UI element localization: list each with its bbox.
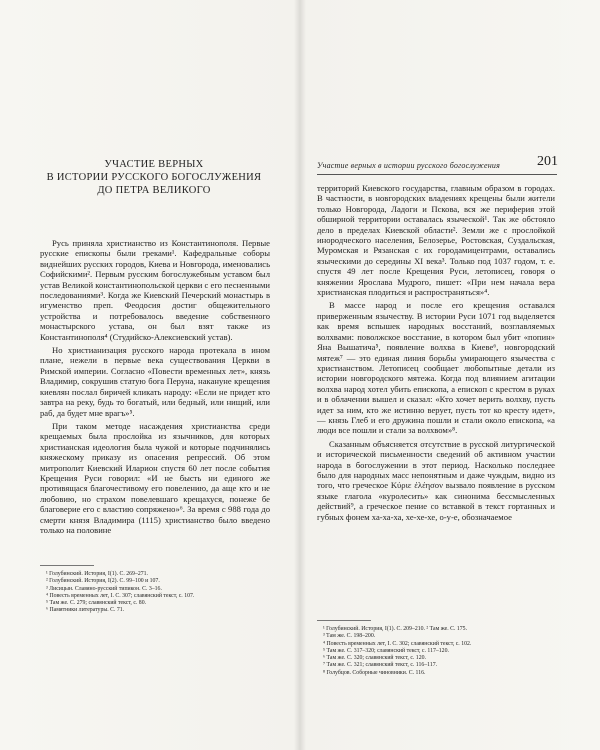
left-footnotes xyxy=(46,571,266,615)
footnote: ⁸ Голубцов. Соборные чиновники. С. 116. xyxy=(323,669,426,676)
left-body-text xyxy=(40,238,270,538)
running-head-rule xyxy=(317,174,557,175)
page-number: 201 xyxy=(537,154,558,169)
footnote: ² Голубинский. История, I(2). С. 99–100 и 107. xyxy=(46,578,160,585)
footnote: ⁴ Повесть временных лет, I. С. 307; славянский текст, с. 107. xyxy=(46,592,195,599)
paragraph: Русь приняла христианство из Константинополя. Первые русские епископы были греками¹. Кафедральные соборы виднейших русских городов, Киева и Новгорода, именовались Софийскими². Первым русским богослужебным уставом был устав Великой константинопольской церкви с его песненными последованиями³. Когда же Киевский Печерский монастырь в игуменство преп. Феодосия достиг общежительного устройства и потребовалось введение собственного монастырского устава, он был взят также из Константинополя⁴ (Студийско-Алексиевский устав). xyxy=(40,238,270,342)
paragraph: Но христианизация русского народа протекала в ином плане, нежели в первые века существования Церкви в Римской империи. Согласно «Повести временных лет», князь Владимир, сокрушив статую бога Перуна, накануне крещения киевлян послал биричей кликать народу: «Если не придет кто завтра на реку, будь то богатый, или бедный, или нищий, или раб, да будет мне врагъ»⁵. xyxy=(40,345,270,418)
footnote: ³ Там же. С. 198–200. xyxy=(323,633,376,640)
chapter-title-line: В ИСТОРИИ РУССКОГО БОГОСЛУЖЕНИЯ xyxy=(46,172,262,183)
footnote: ⁶ Там же. С. 320; славянский текст, с. 120. xyxy=(323,655,426,662)
footnote: ⁴ Повесть временных лет, I. С. 302; славянский текст, с. 102. xyxy=(323,640,472,647)
footnote: ¹ Голубинский. История, I(1). С. 269–271. xyxy=(46,571,148,577)
footnote: ⁵ Там же. С. 317–320; славянский текст, с. 117–120. xyxy=(323,647,449,654)
footnote: ³ Лисицын. Славяно-русский типикон. С. 3–16. xyxy=(46,585,162,592)
paragraph: территорий Киевского государства, главным образом в городах. В частности, в новгородских владениях крещены были жители только Новгорода, Ладоги и Пскова, вся же периферия этой обширной территории оставалась языческой¹. Так же обстояло дело в пределах Киевской области². Земли же с прослойкой инородческого населения, Белозерье, Ростовская, Суздальская, Муромская и Рязанская с их городамицентрами, оставались языческими до середины XI века³. Только под 1037 годом, т. е. спустя 49 лет после Крещения Руси, летописец, говоря о княжении Ярослава Мудрого, пишет: «При нем начала вера христианская плодиться и распространяться»⁴. xyxy=(317,183,555,298)
paragraph: Сказанным объясняется отсутствие в русской литургической и исторической письменности сведений об активном участии народа в богослужении в этот период. Насколько последнее было для народных масс непонятным и даже чуждым, видно из того, что греческое Κύριε ἐλέησον вызвало появление в русском языке глагола «куролесить» как синонима бессмысленных действий⁹, а греческое пение со вставкой в текст гортанных и губных фонем ха-ха-ха, хе-хе-хе, о-у-е, обозначаемое xyxy=(317,438,555,522)
chapter-title-line: УЧАСТИЕ ВЕРНЫХ xyxy=(104,159,204,170)
paragraph: В массе народ и после его крещения оставался приверженным язычеству. В истории Руси 1071 год выделяется как время вспышек народных восстаний, возглавляемых волхвами: поволжское восстание, в котором был убит «попин» Яна Вышатича⁵, появление волхва в Киеве⁶, новгородский мятеж⁷ — это единая линия борьбы умирающего язычества с христианством. Летописец сообщает любопытные детали из истории новгородского мятежа. Когда под влиянием агитации волхва народ хотел убить епископа, а епископ с крестом в руках и в облачении вышел и сказал: «Кто хочет верить волхву, пусть идет за ним, кто же истинно верует, пусть тот ко кресту идет», — князь Глеб и его дружина пошли и стали около епископа, «а люди все пошли и стали за волхвом»⁸. xyxy=(317,300,555,436)
footnote: ⁷ Там же. С. 321; славянский текст, с. 116–117. xyxy=(323,662,438,669)
footnote-divider xyxy=(40,565,94,566)
chapter-title xyxy=(40,158,268,197)
right-body-text xyxy=(317,183,555,525)
chapter-title-line: ДО ПЕТРА ВЕЛИКОГО xyxy=(97,185,211,196)
right-footnotes xyxy=(323,626,553,677)
footnote: ⁵ Там же. С. 279; славянский текст, с. 80. xyxy=(46,600,147,607)
right-page xyxy=(300,0,600,750)
footnote: ⁶ Памятники литературы. С. 71. xyxy=(46,607,125,614)
footnote: ¹ Голубинский. История, I(1). С. 209–210. ² Там же. С. 175. xyxy=(323,626,468,632)
footnote-divider xyxy=(317,620,371,621)
paragraph: При таком методе насаждения христианства среди крещаемых была прослойка из язычников, для которых христианская идеология была чужой и которые подчинялись княжескому приказу из опасения репрессий. Об этом митрополит Киевский Иларион спустя 60 лет после события Крещения Руси говорил: «И не бысть ни единого же противящася благочестивому его повелению, да аще кто и не любовию, но страхом повелевшаго крещахуся, понеже бе благоверие его с властию сопряжено»⁶. За время с 988 года до смерти князя Владимира (1115) христианство было введено только на половине xyxy=(40,420,270,535)
running-head: Участие верных в истории русского богослужения xyxy=(317,161,501,170)
